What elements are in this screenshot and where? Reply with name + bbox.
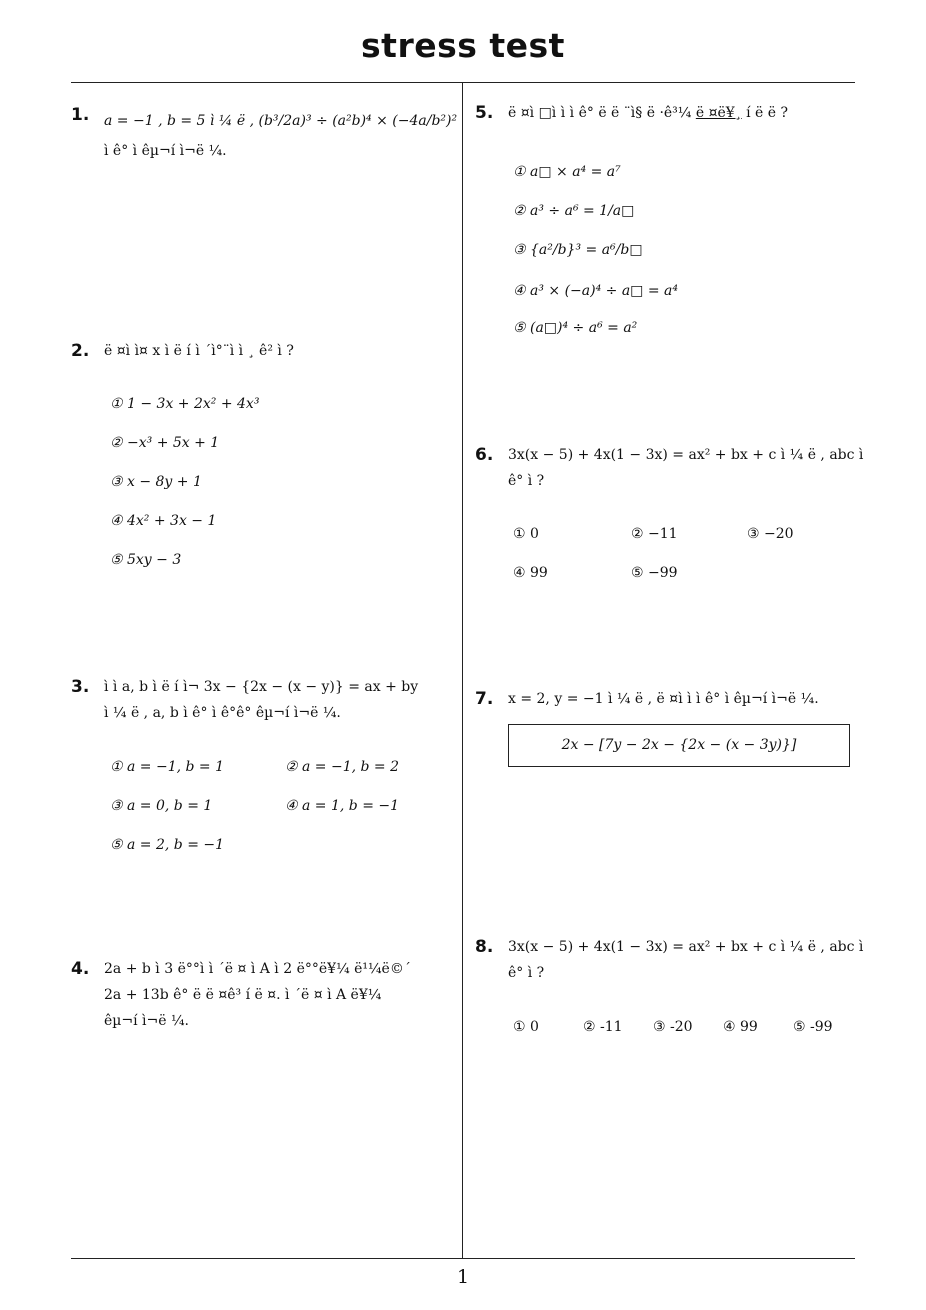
question-text (508, 442, 863, 494)
question-text (104, 338, 294, 364)
underlined-keyword: ë ¤ë¥¸ (695, 105, 742, 121)
question-4 (71, 956, 459, 1046)
question-line: a = −1 , b = 5 ì ¼ ë , (b³/2a)³ ÷ (a²b)⁴ × (−4a/b²)² (104, 113, 458, 129)
question-line: ê° ì ? (508, 473, 545, 489)
question-line: 3x(x − 5) + 4x(1 − 3x) = ax² + bx + c ì ¼ ë , abc ì (508, 939, 864, 955)
choice-5[interactable]: ⑤ 5xy − 3 (110, 552, 182, 568)
question-line: 3x(x − 5) + 4x(1 − 3x) = ax² + bx + c ì ¼ ë , abc ì (508, 447, 864, 463)
question-5 (475, 100, 855, 130)
choice-3[interactable]: ③ −20 (747, 526, 794, 542)
choice-2[interactable]: ② −11 (631, 526, 678, 542)
question-line: ì ì a, b ì ë í ì¬ 3x − {2x − (x − y)} = ax + by (104, 679, 419, 695)
header-rule (71, 82, 855, 83)
page-title: stress test (361, 26, 565, 65)
choice-1[interactable]: ① 1 − 3x + 2x² + 4x³ (110, 396, 260, 412)
question-text (508, 686, 819, 712)
question-line: ê° ì ? (508, 965, 545, 981)
question-3 (71, 674, 459, 734)
question-text (104, 674, 418, 726)
question-line: êµ¬í ì¬ë ¼. (104, 1013, 190, 1029)
question-number: 3. (71, 677, 90, 697)
question-number: 2. (71, 341, 90, 361)
choice-1[interactable]: ① 0 (513, 1019, 539, 1035)
question-number: 6. (475, 445, 494, 465)
choice-4[interactable]: ④ a³ × (−a)⁴ ÷ a□ = a⁴ (513, 283, 678, 299)
choice-3[interactable]: ③ x − 8y + 1 (110, 474, 202, 490)
question-text (508, 100, 788, 126)
question-number: 4. (71, 959, 90, 979)
question-8 (475, 934, 864, 994)
choice-5[interactable]: ⑤ −99 (631, 565, 678, 581)
choice-1[interactable]: ① a = −1, b = 1 (110, 759, 225, 775)
choice-2[interactable]: ② a = −1, b = 2 (285, 759, 400, 775)
choice-5[interactable]: ⑤ a = 2, b = −1 (110, 837, 225, 853)
question-text (104, 104, 457, 164)
expression-box: 2x − [7y − 2x − {2x − (x − 3y)}] (508, 724, 850, 767)
choice-3[interactable]: ③ -20 (653, 1019, 693, 1035)
choice-4[interactable]: ④ a = 1, b = −1 (285, 798, 400, 814)
choice-1[interactable]: ① a□ × a⁴ = a⁷ (513, 164, 621, 180)
page-number: 1 (456, 1266, 470, 1288)
question-line: ë ¤ì □ì ì ì ê° ë ë ¨ì§ ë ·ê³¼ ë ¤ë¥¸ í ë ë ? (508, 105, 789, 121)
footer-rule (71, 1258, 855, 1259)
question-number: 8. (475, 937, 494, 957)
choice-3[interactable]: ③ a = 0, b = 1 (110, 798, 213, 814)
question-number: 5. (475, 103, 494, 123)
question-6 (475, 442, 864, 502)
question-1 (71, 102, 456, 182)
question-number: 7. (475, 689, 494, 709)
question-line: ì ¼ ë , a, b ì ê° ì ê°ê° êµ¬í ì¬ë ¼. (104, 705, 341, 721)
question-line: x = 2, y = −1 ì ¼ ë , ë ¤ì ì ì ê° ì êµ¬í ì¬ë ¼. (508, 691, 819, 707)
choice-4[interactable]: ④ 4x² + 3x − 1 (110, 513, 217, 529)
question-text (508, 934, 863, 986)
choice-5[interactable]: ⑤ -99 (793, 1019, 833, 1035)
question-number: 1. (71, 105, 90, 125)
choice-3[interactable]: ③ {a²/b}³ = a⁶/b□ (513, 242, 643, 258)
question-line: ë ¤ì ì¤ x ì ë í ì ´ì°¨ì ì ¸ ê² ì ? (104, 343, 294, 359)
choice-4[interactable]: ④ 99 (513, 565, 548, 581)
choice-2[interactable]: ② -11 (583, 1019, 623, 1035)
choice-4[interactable]: ④ 99 (723, 1019, 758, 1035)
question-line: 2a + 13b ê° ë ë ¤ê³ í ë ¤. ì ´ë ¤ ì A ë¥¼ (104, 987, 382, 1003)
choice-2[interactable]: ② −x³ + 5x + 1 (110, 435, 220, 451)
column-divider (462, 83, 463, 1259)
choice-5[interactable]: ⑤ (a□)⁴ ÷ a⁶ = a² (513, 320, 638, 336)
question-text (104, 956, 411, 1034)
question-7 (475, 686, 860, 716)
question-line: 2a + b ì 3 ë°°ì ì ´ë ¤ ì A ì 2 ë°°ë¥¼ ë¹¼ë©´ (104, 961, 411, 977)
question-line: ì ê° ì êµ¬í ì¬ë ¼. (104, 143, 227, 159)
choice-2[interactable]: ② a³ ÷ a⁶ = 1/a□ (513, 203, 635, 219)
choice-1[interactable]: ① 0 (513, 526, 539, 542)
